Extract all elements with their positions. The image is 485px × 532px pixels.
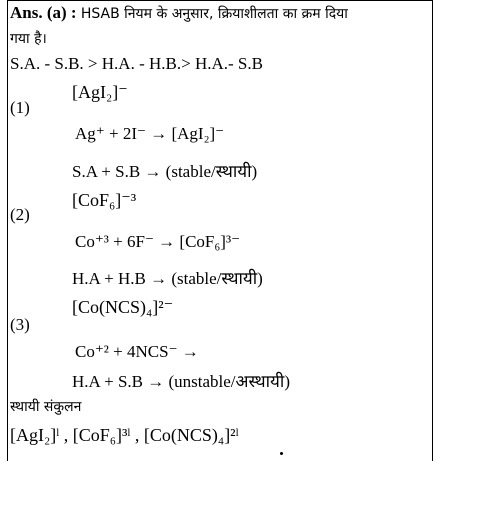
stray-dot [280,452,283,455]
item-1-result: S.A + S.B → (stable/स्थायी) [72,162,258,181]
item-1-complex: [AgI₂]⁻ [72,82,128,102]
item-2-reaction: Co⁺³ + 6F⁻ → [CoF₆]³⁻ [75,232,241,251]
intro-line-1: HSAB नियम के अनुसार, क्रियाशीलता का क्रम दिया [80,6,348,22]
answer-prefix: Ans. (a) : [10,3,77,22]
item-1-reaction: Ag⁺ + 2I⁻ → [AgI₂]⁻ [75,124,225,143]
stable-complex-list: [AgI₂]ˡ , [CoF₆]³ˡ , [Co(NCS)₄]²ˡ [10,425,239,445]
item-2-number: (2) [10,205,30,224]
item-2-result: H.A + H.B → (stable/स्थायी) [72,269,263,288]
item-3-complex: [Co(NCS)₄]²⁻ [72,297,174,317]
item-2-complex: [CoF₆]⁻³ [72,190,137,210]
conclusion-label: स्थायी संकुलन [10,399,82,415]
item-3-reaction: Co⁺² + 4NCS⁻ → [75,342,199,361]
item-1-number: (1) [10,98,30,117]
item-3-result: H.A + S.B → (unstable/अस्थायी) [72,372,290,391]
item-3-number: (3) [10,315,30,334]
answer-header [10,3,348,23]
intro-line-2: गया है। [10,31,47,47]
reactivity-order: S.A. - S.B. > H.A. - H.B.> H.A.- S.B [10,54,263,73]
